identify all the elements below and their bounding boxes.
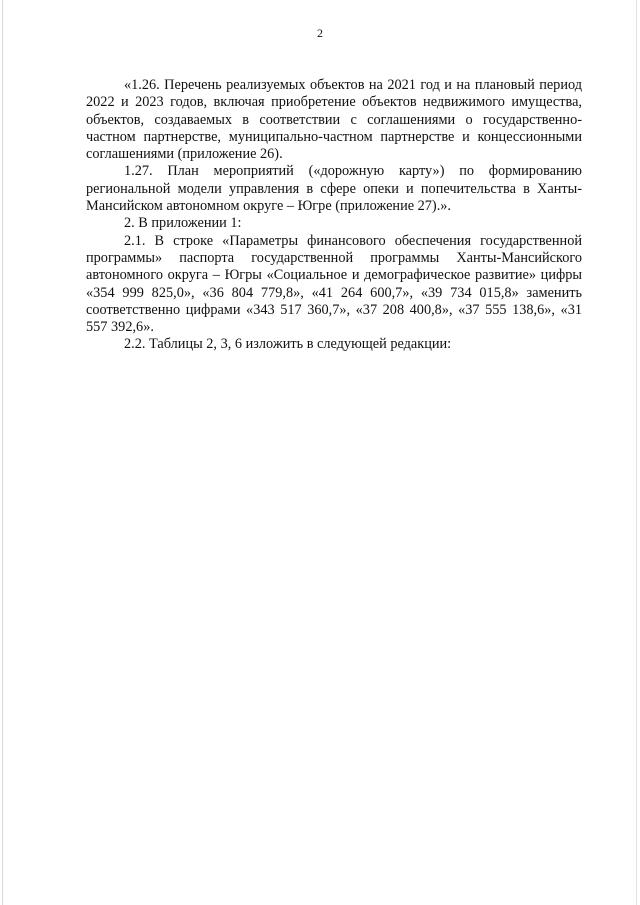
paragraph-2-2: 2.2. Таблицы 2, 3, 6 изложить в следующей редакции: xyxy=(124,336,452,353)
paragraph-1-27: 1.27. План мероприятий («дорожную карту») по формированию региональной модели управления в сфере опеки и попечительства в Ханты-Мансийском автономном округе – Югре (приложение 27).». xyxy=(86,163,582,215)
paragraph-2: 2. В приложении 1: xyxy=(124,215,242,232)
page-number: 2 xyxy=(317,26,323,40)
scan-edge-left xyxy=(2,0,3,905)
document-body xyxy=(86,77,582,354)
scan-edge-right xyxy=(636,0,637,905)
paragraph-1-26: «1.26. Перечень реализуемых объектов на 2021 год и на плановый период 2022 и 2023 годов, включая приобретение объектов недвижимого имущества, объектов, создаваемых в соответствии с соглашениями о государственно-частном партнерстве, муниципально-частном партнерстве и концессионными соглашениями (приложение 26). xyxy=(86,77,582,163)
paragraph-2-1: 2.1. В строке «Параметры финансового обеспечения государственной программы» паспорта государственной программы Ханты-Мансийского автономного округа – Югры «Социальное и демографическое развитие» цифры «354 999 825,0», «36 804 779,8», «41 264 600,7», «39 734 015,8» заменить соответственно цифрами «343 517 360,7», «37 208 400,8», «37 555 138,6», «31 557 392,6». xyxy=(86,232,582,336)
